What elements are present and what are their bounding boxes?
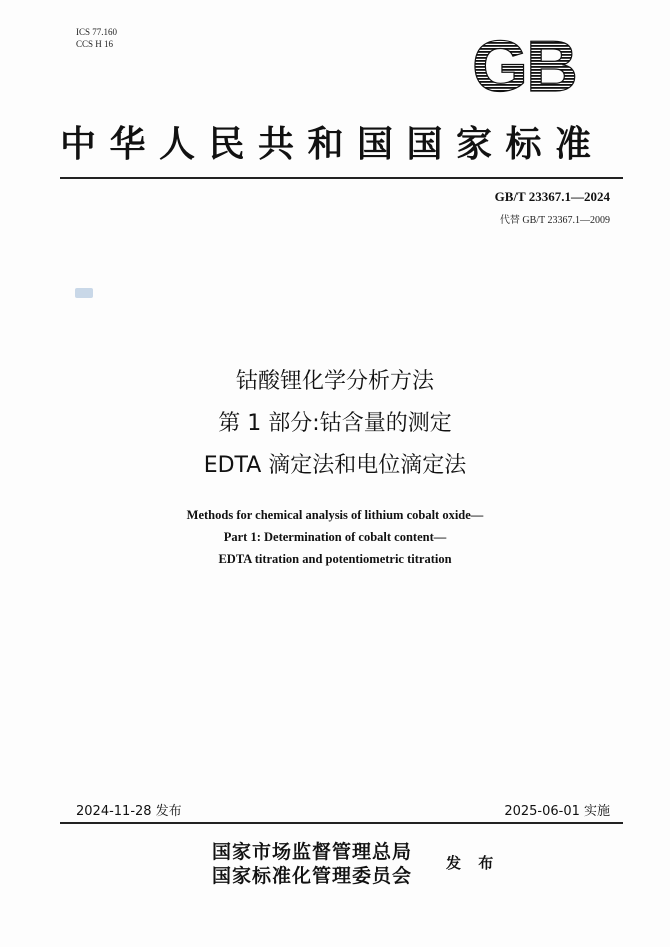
national-standard-title: 中华人民共和国国家标准 [60, 124, 605, 165]
publish-label: 发 布 [446, 854, 500, 872]
issuer-line-1: 国家市场监督管理总局 [212, 841, 413, 863]
footer-divider [60, 822, 623, 824]
gb-logo-text: GB [472, 30, 576, 98]
chinese-title-line-3: EDTA 滴定法和电位滴定法 [203, 453, 467, 478]
ccs-code: CCS H 16 [76, 39, 114, 49]
stamp-mark [75, 288, 93, 298]
issuing-authorities [212, 840, 412, 888]
english-title-line-2: Part 1: Determination of cobalt content— [223, 530, 447, 544]
english-title-line-1: Methods for chemical analysis of lithium cobalt oxide— [186, 508, 484, 522]
standard-number: GB/T 23367.1—2024 [494, 189, 610, 204]
header-divider [60, 177, 623, 179]
english-title-line-3: EDTA titration and potentiometric titration [218, 552, 452, 566]
issuer-line-2: 国家标准化管理委员会 [212, 865, 413, 887]
chinese-title-line-2: 第 1 部分:钴含量的测定 [218, 411, 452, 436]
classification-codes [76, 26, 117, 50]
chinese-title-line-1: 钴酸锂化学分析方法 [235, 369, 434, 394]
gb-logo [458, 30, 590, 98]
issue-date: 2024-11-28 发布 [76, 804, 182, 819]
replaces-standard: 代替 GB/T 23367.1—2009 [499, 215, 610, 226]
ics-code: ICS 77.160 [76, 27, 118, 37]
effective-date: 2025-06-01 实施 [504, 804, 610, 819]
